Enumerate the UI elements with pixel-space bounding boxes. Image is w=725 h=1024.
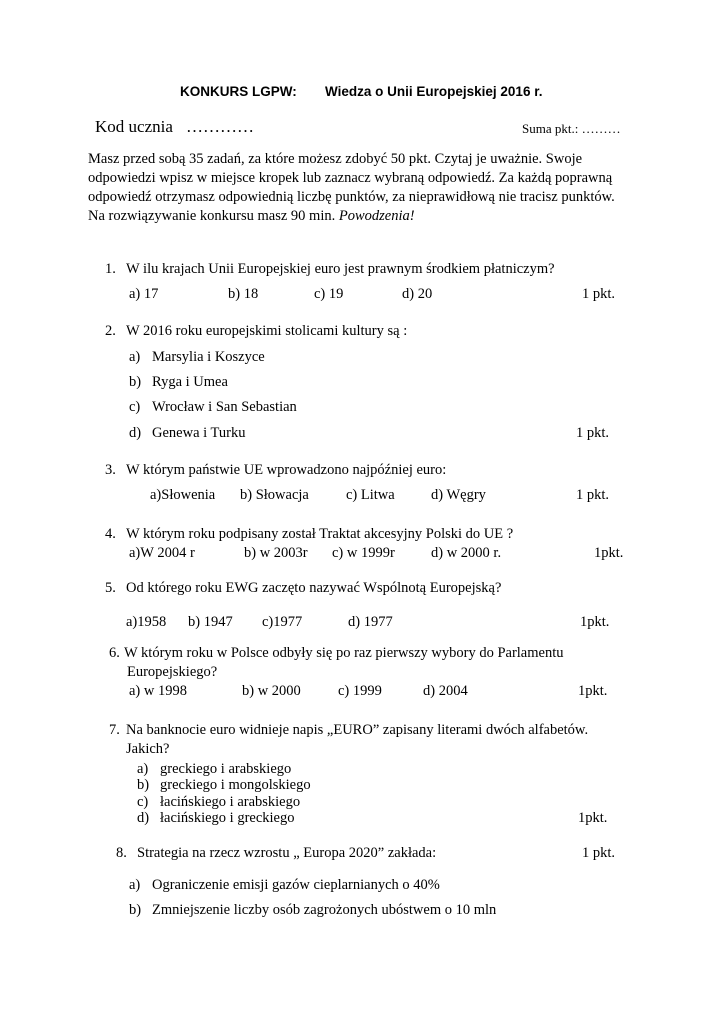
instructions-line: odpowiedź otrzymasz odpowiednią liczbę punktów, za nieprawidłową nie tracisz punktów. (88, 189, 615, 205)
question-text: Strategia na rzecz wzrostu „ Europa 2020” zakłada: (137, 845, 437, 861)
question-points: 1 pkt. (576, 425, 610, 441)
answer-option-a[interactable]: a)1958 (126, 614, 167, 630)
answer-option-a[interactable]: Ograniczenie emisji gazów cieplarnianych o 40% (152, 877, 440, 893)
answer-option-c[interactable]: c) 19 (314, 286, 344, 302)
question-points: 1pkt. (578, 683, 608, 699)
answer-letter: b) (129, 374, 142, 390)
question-number: 4. (105, 526, 116, 542)
answer-option-c[interactable]: c) 1999 (338, 683, 382, 699)
question-number: 7. (109, 722, 120, 738)
question-points: 1pkt. (594, 545, 624, 561)
answer-option-c[interactable]: Wrocław i San Sebastian (152, 399, 297, 415)
good-luck-text: Powodzenia! (338, 208, 415, 224)
question-number: 3. (105, 462, 116, 478)
answer-option-a[interactable]: Marsylia i Koszyce (152, 349, 265, 365)
answer-option-a[interactable]: a)W 2004 r (129, 545, 195, 561)
answer-option-b[interactable]: b) w 2000 (242, 683, 301, 699)
answer-option-c[interactable]: c)1977 (262, 614, 303, 630)
contest-subtitle: Wiedza o Unii Europejskiej 2016 r. (325, 84, 543, 99)
answer-letter: c) (129, 399, 141, 415)
answer-letter: a) (137, 761, 149, 777)
question-points: 1pkt. (578, 810, 608, 826)
question-points: 1 pkt. (582, 286, 616, 302)
answer-option-b[interactable]: b) 1947 (188, 614, 233, 630)
question-text-cont: Europejskiego? (127, 664, 218, 680)
question-points: 1 pkt. (576, 487, 610, 503)
question-text: W 2016 roku europejskimi stolicami kultury są : (126, 323, 408, 339)
question-text-cont: Jakich? (126, 741, 170, 757)
student-code-label: Kod ucznia (95, 117, 173, 136)
answer-option-d[interactable]: d) 20 (402, 286, 433, 302)
answer-option-d[interactable]: d) 2004 (423, 683, 468, 699)
question-number: 8. (116, 845, 127, 861)
answer-option-b[interactable]: Zmniejszenie liczby osób zagrożonych ubóstwem o 10 mln (152, 902, 497, 918)
question-text: W którym roku w Polsce odbyły się po raz pierwszy wybory do Parlamentu (124, 645, 564, 661)
answer-option-a[interactable]: a) 17 (129, 286, 159, 302)
answer-option-b[interactable]: b) 18 (228, 286, 259, 302)
answer-option-b[interactable]: greckiego i mongolskiego (160, 777, 311, 793)
question-points: 1pkt. (580, 614, 610, 630)
answer-letter: a) (129, 877, 141, 893)
question-text: W ilu krajach Unii Europejskiej euro jest prawnym środkiem płatniczym? (126, 261, 555, 277)
answer-letter: c) (137, 794, 149, 810)
question-points: 1 pkt. (582, 845, 616, 861)
answer-letter: a) (129, 349, 141, 365)
question-text: W którym roku podpisany został Traktat akcesyjny Polski do UE ? (126, 526, 514, 542)
instructions-line: Na rozwiązywanie konkursu masz 90 min. Powodzenia! (88, 208, 415, 224)
answer-option-b[interactable]: b) w 2003r (244, 545, 308, 561)
answer-option-b[interactable]: Ryga i Umea (152, 374, 228, 390)
instructions-line: odpowiedzi wpisz w miejsce kropek lub zaznacz wybraną odpowiedź. Za każdą poprawną (88, 170, 613, 186)
answer-option-a[interactable]: a)Słowenia (150, 487, 216, 503)
answer-letter: d) (129, 425, 142, 441)
answer-letter: d) (137, 810, 150, 826)
question-text: W którym państwie UE wprowadzono najpóźniej euro: (126, 462, 447, 478)
answer-option-d[interactable]: łacińskiego i greckiego (160, 810, 295, 826)
answer-option-c[interactable]: c) Litwa (346, 487, 395, 503)
answer-option-c[interactable]: c) w 1999r (332, 545, 395, 561)
answer-option-b[interactable]: b) Słowacja (240, 487, 309, 503)
answer-letter: b) (129, 902, 142, 918)
answer-option-a[interactable]: greckiego i arabskiego (160, 761, 292, 777)
answer-option-a[interactable]: a) w 1998 (129, 683, 187, 699)
contest-title: KONKURS LGPW: (180, 84, 297, 99)
answer-option-d[interactable]: Genewa i Turku (152, 425, 246, 441)
answer-option-c[interactable]: łacińskiego i arabskiego (160, 794, 301, 810)
question-text: Na banknocie euro widnieje napis „EURO” zapisany literami dwóch alfabetów. (126, 722, 589, 738)
answer-option-d[interactable]: d) Węgry (431, 487, 486, 503)
question-text: Od którego roku EWG zaczęto nazywać Wspólnotą Europejską? (126, 580, 502, 596)
answer-letter: b) (137, 777, 150, 793)
instructions-line: Masz przed sobą 35 zadań, za które możesz zdobyć 50 pkt. Czytaj je uważnie. Swoje (88, 151, 583, 167)
student-code-field[interactable]: ………… (186, 117, 254, 136)
question-number: 2. (105, 323, 116, 339)
question-number: 1. (105, 261, 116, 277)
answer-option-d[interactable]: d) w 2000 r. (431, 545, 502, 561)
instructions (88, 150, 648, 226)
question-number: 6. (109, 645, 120, 661)
answer-option-d[interactable]: d) 1977 (348, 614, 393, 630)
question-number: 5. (105, 580, 116, 596)
points-sum-field[interactable]: Suma pkt.: ……… (522, 121, 621, 136)
